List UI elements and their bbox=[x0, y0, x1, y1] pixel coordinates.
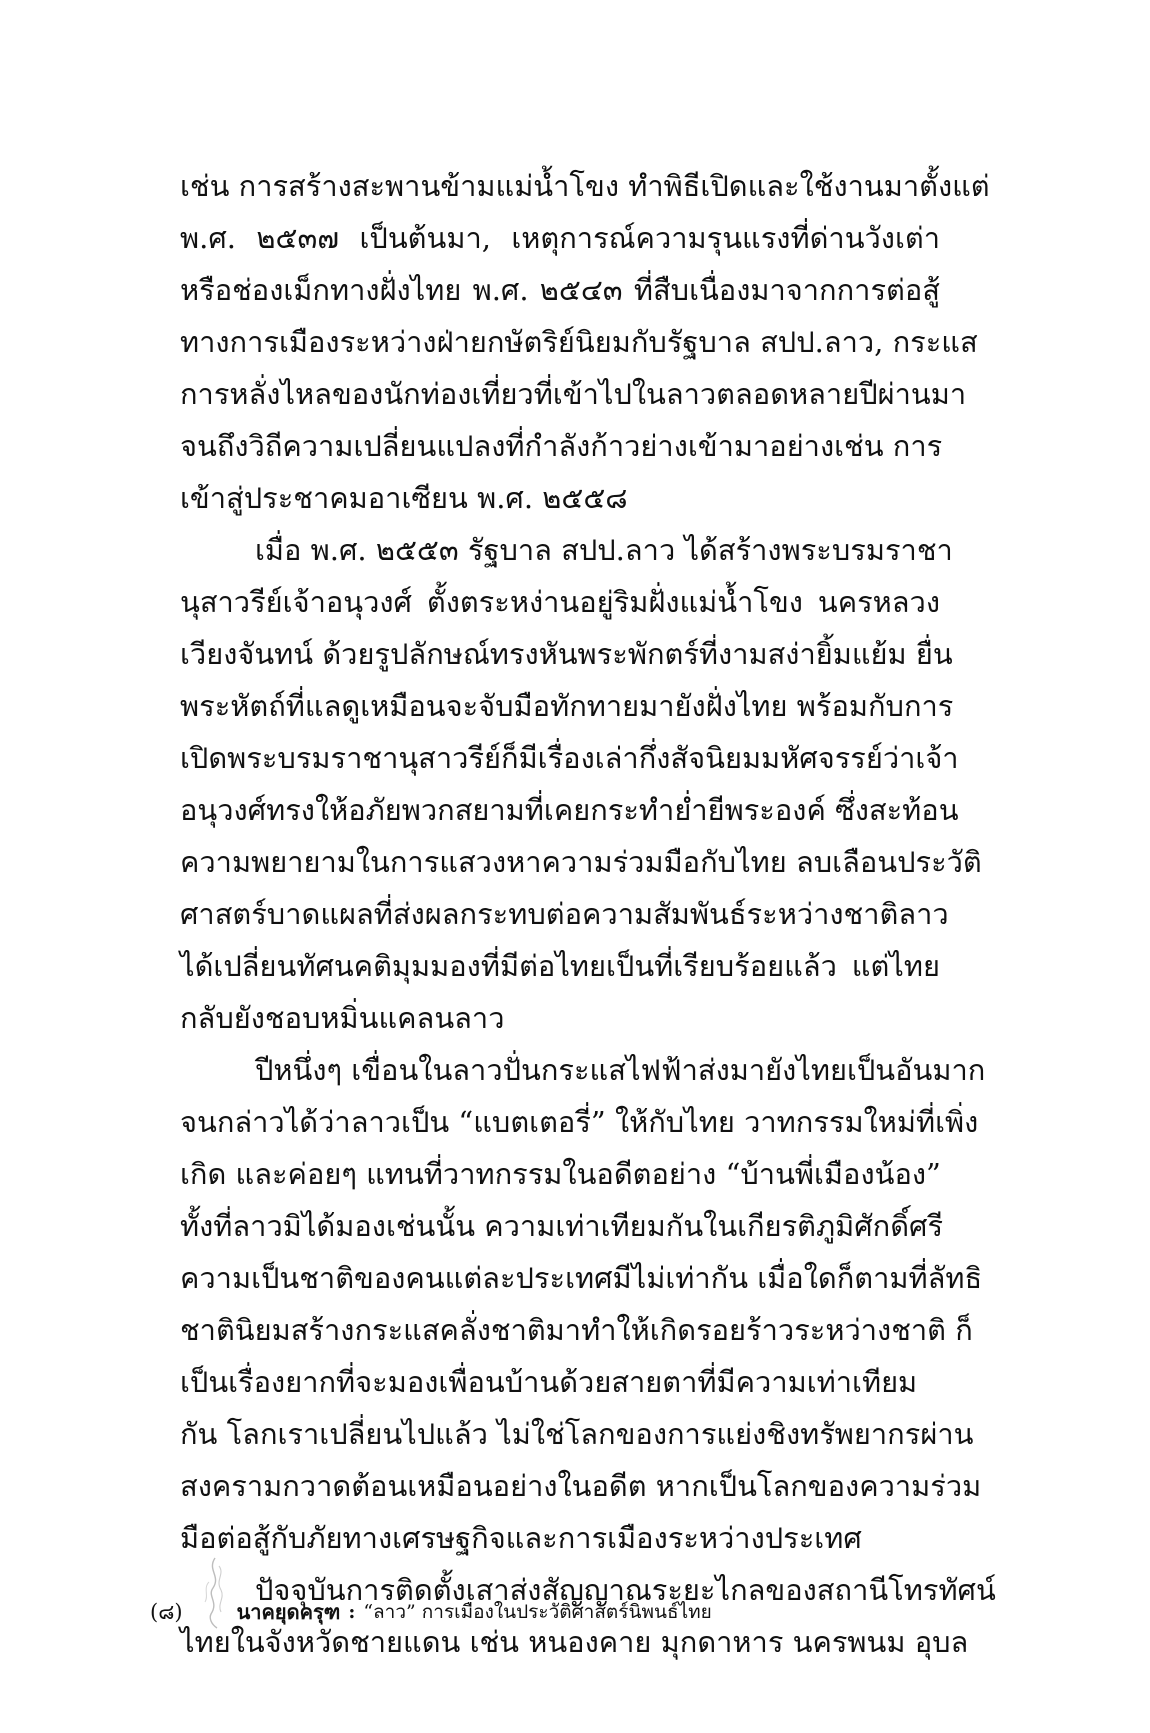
text-line: พระหัตถ์ที่แลดูเหมือนจะจับมือทักทายมายังฝั่งไทย พร้อมกับการ bbox=[180, 689, 954, 723]
body-text bbox=[180, 160, 996, 1668]
title-separator: : bbox=[348, 1601, 356, 1623]
page-number: (๘) bbox=[150, 1599, 183, 1624]
text-line: ความเป็นชาติของคนแต่ละประเทศมีไม่เท่ากัน เมื่อใดก็ตามที่ลัทธิ bbox=[180, 1261, 983, 1295]
paragraph-3 bbox=[180, 1044, 986, 1564]
text-line: เวียงจันทน์ ด้วยรูปลักษณ์ทรงหันพระพักตร์ที่งามสง่ายิ้มแย้ม ยื่น bbox=[180, 637, 953, 671]
text-line: นุสาวรีย์เจ้าอนุวงศ์ ตั้งตระหง่านอยู่ริมฝั่งแม่น้ำโขง นครหลวง bbox=[180, 585, 940, 619]
text-line: ศาสตร์บาดแผลที่ส่งผลกระทบต่อความสัมพันธ์ระหว่างชาติลาว bbox=[180, 897, 949, 931]
text-line: ได้เปลี่ยนทัศนคติมุมมองที่มีต่อไทยเป็นที่เรียบร้อยแล้ว แต่ไทย bbox=[180, 949, 940, 983]
book-title: นาคยุดครุฑ bbox=[236, 1600, 341, 1624]
text-line: เข้าสู่ประชาคมอาเซียน พ.ศ. ๒๕๕๘ bbox=[180, 481, 628, 515]
text-line: กัน โลกเราเปลี่ยนไปแล้ว ไม่ใช่โลกของการแย่งชิงทรัพยากรผ่าน bbox=[180, 1417, 974, 1451]
text-line: พ.ศ. ๒๕๓๗ เป็นต้นมา, เหตุการณ์ความรุนแรงที่ด่านวังเต่า bbox=[180, 221, 940, 255]
text-line: ความพยายามในการแสวงหาความร่วมมือกับไทย ลบเลือนประวัติ bbox=[180, 845, 982, 879]
text-line: กลับยังชอบหมิ่นแคลนลาว bbox=[180, 1001, 505, 1035]
text-line: สงครามกวาดต้อนเหมือนอย่างในอดีต หากเป็นโลกของความร่วม bbox=[180, 1469, 982, 1503]
book-subtitle: “ลาว” การเมืองในประวัติศาสตร์นิพนธ์ไทย bbox=[363, 1601, 712, 1623]
text-line: เกิด และค่อยๆ แทนที่วาทกรรมในอดีตอย่าง “บ้านพี่เมืองน้อง” bbox=[180, 1157, 941, 1191]
paragraph-1 bbox=[180, 160, 990, 524]
text-line: ทางการเมืองระหว่างฝ่ายกษัตริย์นิยมกับรัฐบาล สปป.ลาว, กระแส bbox=[180, 325, 978, 359]
text-line: เปิดพระบรมราชานุสาวรีย์ก็มีเรื่องเล่ากึ่งสัจนิยมมหัศจรรย์ว่าเจ้า bbox=[180, 741, 959, 775]
text-line: อนุวงศ์ทรงให้อภัยพวกสยามที่เคยกระทำย่ำยีพระองค์ ซึ่งสะท้อน bbox=[180, 793, 959, 827]
paragraph-2 bbox=[180, 524, 982, 1044]
text-line: เมื่อ พ.ศ. ๒๕๕๓ รัฐบาล สปป.ลาว ได้สร้างพระบรมราชา bbox=[255, 533, 953, 567]
text-line: ปัจจุบันการติดตั้งเสาส่งสัญญาณระยะไกลของสถานีโทรทัศน์ bbox=[255, 1573, 996, 1607]
text-line: จนถึงวิถีความเปลี่ยนแปลงที่กำลังก้าวย่างเข้ามาอย่างเช่น การ bbox=[180, 429, 943, 463]
page-footer bbox=[150, 1590, 950, 1634]
text-line: ชาตินิยมสร้างกระแสคลั่งชาติมาทำให้เกิดรอยร้าวระหว่างชาติ ก็ bbox=[180, 1313, 973, 1347]
naga-flame-ornament-icon bbox=[197, 1552, 233, 1632]
text-line: มือต่อสู้กับภัยทางเศรษฐกิจและการเมืองระหว่างประเทศ bbox=[180, 1521, 862, 1555]
text-line: หรือช่องเม็กทางฝั่งไทย พ.ศ. ๒๕๔๓ ที่สืบเนื่องมาจากการต่อสู้ bbox=[180, 273, 940, 307]
text-line: ไทยในจังหวัดชายแดน เช่น หนองคาย มุกดาหาร นครพนม อุบล bbox=[180, 1625, 969, 1659]
text-line: การหลั่งไหลของนักท่องเที่ยวที่เข้าไปในลาวตลอดหลายปีผ่านมา bbox=[180, 377, 967, 411]
text-line: เช่น การสร้างสะพานข้ามแม่น้ำโขง ทำพิธีเปิดและใช้งานมาตั้งแต่ bbox=[180, 169, 990, 203]
text-line: จนกล่าวได้ว่าลาวเป็น “แบตเตอรี่” ให้กับไทย วาทกรรมใหม่ที่เพิ่ง bbox=[180, 1105, 979, 1139]
text-line: ปีหนึ่งๆ เขื่อนในลาวปั่นกระแสไฟฟ้าส่งมายังไทยเป็นอันมาก bbox=[255, 1053, 986, 1087]
text-line: ทั้งที่ลาวมิได้มองเช่นนั้น ความเท่าเทียมกันในเกียรติภูมิศักดิ์ศรี bbox=[180, 1209, 944, 1243]
text-line: เป็นเรื่องยากที่จะมองเพื่อนบ้านด้วยสายตาที่มีความเท่าเทียม bbox=[180, 1365, 918, 1399]
